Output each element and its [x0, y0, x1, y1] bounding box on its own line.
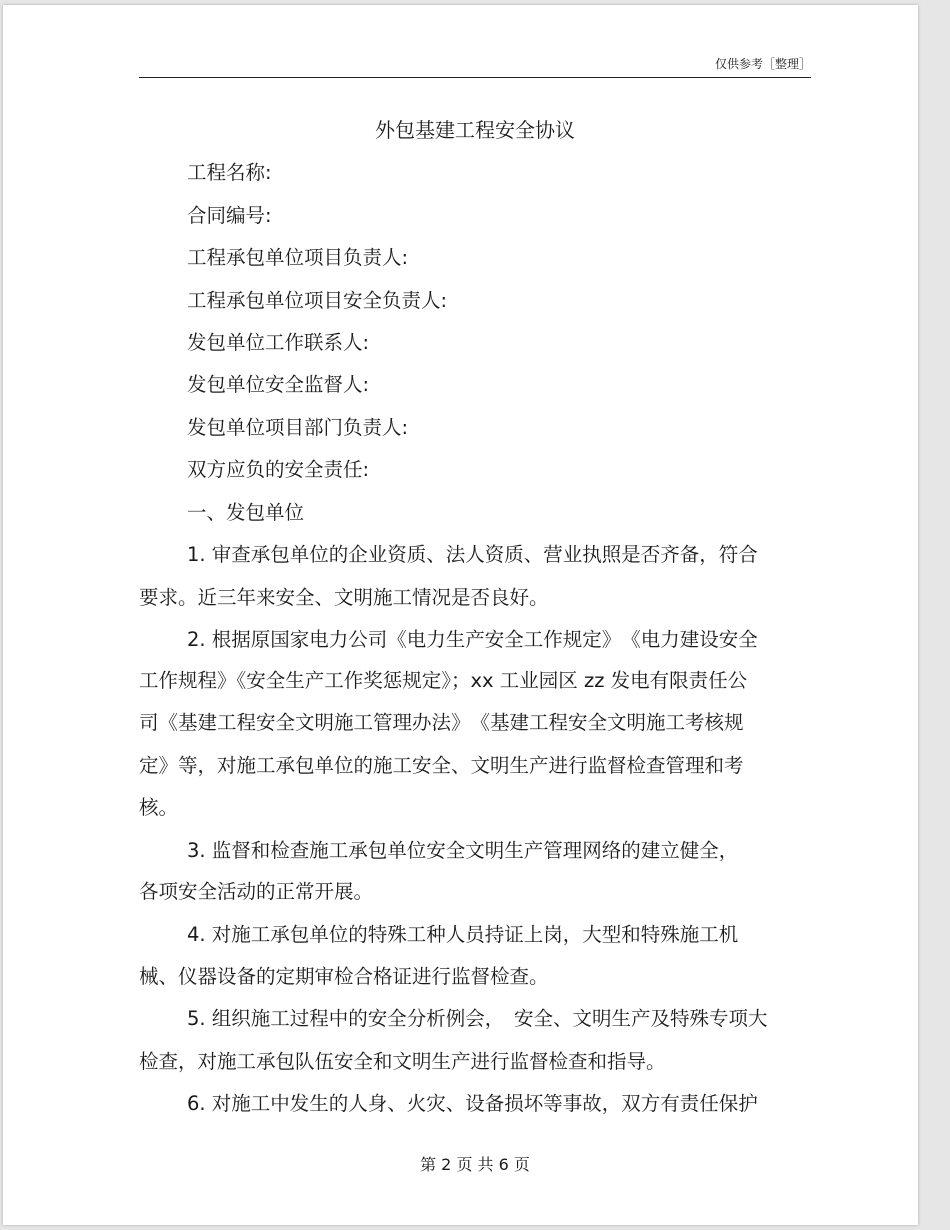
paragraph-line: 工作规程》《安全生产工作奖惩规定》；xx 工业园区 zz 发电有限责任公 [139, 669, 748, 692]
paragraph-line: 5. 组织施工过程中的安全分析例会， 安全、文明生产及特殊专项大 [187, 1007, 768, 1030]
paragraph-line: 检查，对施工承包队伍安全和文明生产进行监督检查和指导。 [139, 1050, 666, 1073]
page-header [139, 56, 811, 78]
field-contractor-safety-lead: 工程承包单位项目安全负责人: [187, 289, 448, 312]
page-number-footer: 第 2 页 共 6 页 [420, 1155, 530, 1174]
field-safety-responsibilities: 双方应负的安全责任: [187, 458, 370, 481]
paragraph-line: 械、仪器设备的定期审检合格证进行监督检查。 [139, 965, 549, 988]
paragraph-line: 3. 监督和检查施工承包单位安全文明生产管理网络的建立健全， [187, 839, 739, 862]
field-project-name: 工程名称: [187, 161, 272, 184]
paragraph-line: 定》等，对施工承包单位的施工安全、文明生产进行监督检查管理和考 [139, 754, 744, 777]
paragraph-line: 司《基建工程安全文明施工管理办法》 《基建工程安全文明施工考核规 [139, 711, 744, 734]
field-employer-safety-supervisor: 发包单位安全监督人: [187, 373, 370, 396]
paragraph-line: 核。 [139, 796, 179, 819]
field-employer-department-lead: 发包单位项目部门负责人: [187, 416, 409, 439]
document-title: 外包基建工程安全协议 [375, 118, 575, 142]
paragraph-line: 要求。近三年来安全、文明施工情况是否良好。 [139, 586, 549, 609]
paragraph-line: 2. 根据原国家电力公司《电力生产安全工作规定》 《电力建设安全 [187, 628, 758, 651]
section-heading: 一、发包单位 [187, 501, 305, 524]
paragraph-line: 1. 审查承包单位的企业资质、法人资质、营业执照是否齐备，符合 [187, 543, 758, 566]
paragraph-line: 4. 对施工承包单位的特殊工种人员持证上岗，大型和特殊施工机 [187, 923, 739, 946]
field-employer-contact: 发包单位工作联系人: [187, 331, 370, 354]
field-contract-number: 合同编号: [187, 204, 272, 227]
paragraph-line: 各项安全活动的正常开展。 [139, 880, 374, 903]
paragraph-line: 6. 对施工中发生的人身、火灾、设备损坏等事故，双方有责任保护 [187, 1092, 758, 1115]
document-page [3, 5, 918, 1225]
field-contractor-project-lead: 工程承包单位项目负责人: [187, 246, 409, 269]
header-text: 仅供参考［整理］ [714, 57, 811, 71]
